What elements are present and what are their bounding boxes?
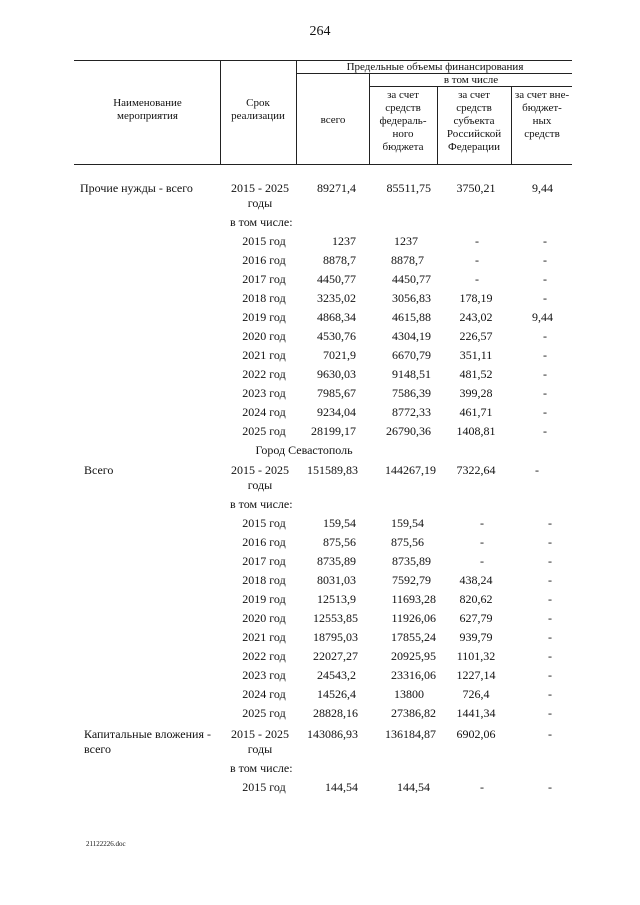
header-col-divider-1 — [220, 60, 221, 164]
section-title: Прочие нужды - всего — [80, 181, 193, 195]
total-extra: - — [548, 727, 552, 741]
total-federal: 144267,19 — [385, 463, 436, 477]
total-regional: 3750,21 — [456, 181, 496, 195]
including-label: в том числе: — [230, 761, 293, 775]
header-col-divider-4 — [437, 86, 438, 164]
header-col-divider-3 — [369, 73, 370, 164]
including-label: в том числе: — [230, 215, 293, 229]
total-all: 89271,4 — [317, 181, 356, 195]
total-regional: 6902,06 — [456, 727, 496, 741]
total-regional: 7322,64 — [456, 463, 496, 477]
total-extra: - — [535, 463, 539, 477]
file-name-footer: 21122226.doc — [86, 840, 126, 848]
header-federal: за счет средств федераль-ного бюджета — [379, 89, 427, 153]
total-period: 2015 - 2025 годы — [231, 181, 289, 210]
section-title: Всего — [84, 463, 114, 477]
total-all: 143086,93 — [307, 727, 358, 741]
page-number: 264 — [309, 24, 331, 39]
header-regional: за счет средств субъекта Российской Федерации — [446, 89, 502, 153]
total-period: 2015 - 2025 годы — [231, 727, 289, 756]
header-period: Срок реализации — [231, 97, 285, 122]
header-including: в том числе — [443, 74, 499, 86]
section-title: Капитальные вложения - всего — [84, 727, 211, 756]
total-federal: 136184,87 — [385, 727, 436, 741]
total-federal: 85511,75 — [386, 181, 431, 195]
header-extra: за счет вне-бюджет-ных средств — [514, 89, 570, 140]
including-label: в том числе: — [230, 497, 293, 511]
header-col-divider-5 — [511, 86, 512, 164]
header-limits: Предельные объемы финансирования — [346, 61, 524, 73]
city-heading: Город Севастополь — [255, 443, 353, 457]
total-period: 2015 - 2025 годы — [231, 463, 289, 492]
header-total: всего — [320, 114, 346, 126]
header-name: Наименование мероприятия — [113, 97, 182, 122]
header-col-divider-2 — [296, 60, 297, 164]
total-all: 151589,83 — [307, 463, 358, 477]
total-extra: 9,44 — [532, 181, 553, 195]
header-bottom-rule — [74, 164, 572, 165]
